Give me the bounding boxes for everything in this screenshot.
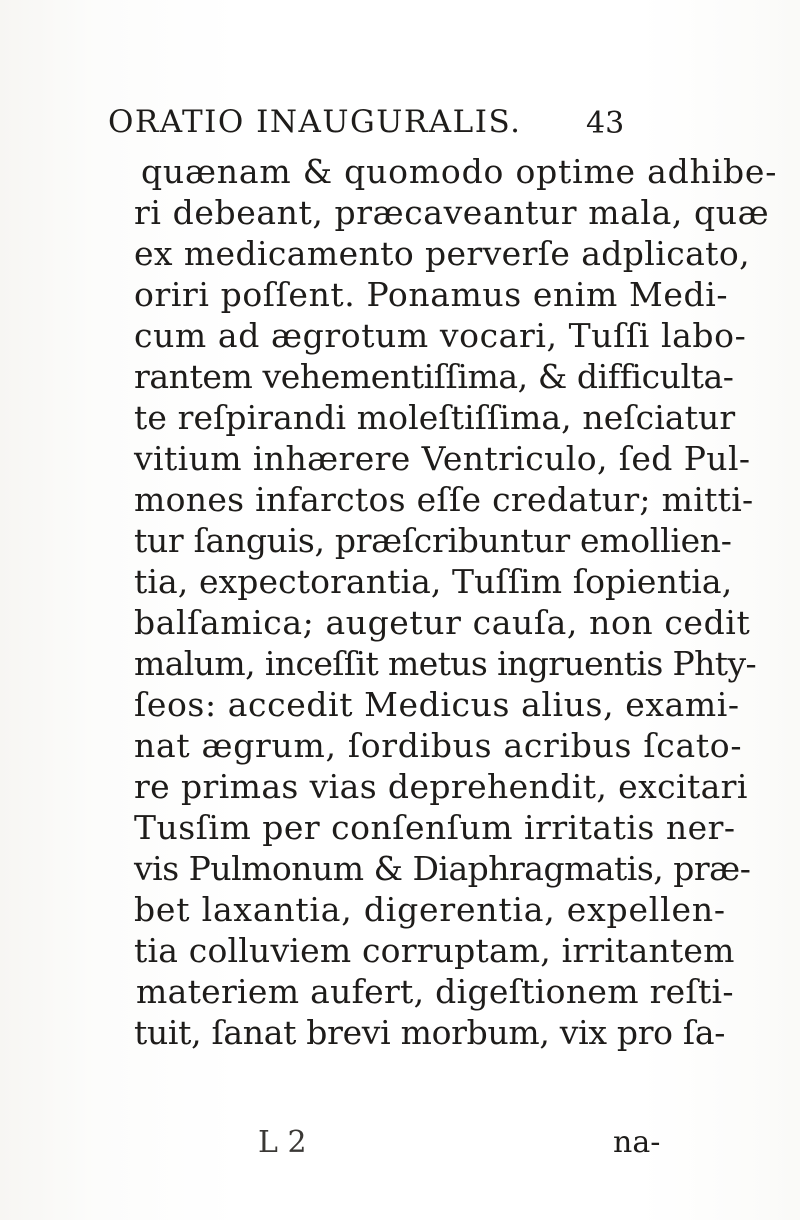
text-line: nat ægrum, ſordibus acribus ſcato-: [134, 726, 743, 765]
text-line: tia colluviem corruptam, irritantem: [134, 931, 735, 970]
running-title: ORATIO INAUGURALIS.: [108, 104, 522, 140]
page-number: 43: [586, 106, 625, 141]
text-line: quænam & quomodo optime adhibe-: [141, 152, 778, 191]
text-line: ex medicamento perverſe adplicato,: [134, 234, 750, 273]
page-footer: [258, 1125, 800, 1165]
page-header: [108, 104, 668, 148]
text-line: materiem aufert, digeſtionem reſti-: [136, 972, 734, 1011]
catchword: na-: [613, 1125, 661, 1160]
text-line: malum, inceſſit metus ingruentis Phty-: [134, 644, 757, 683]
text-line: Tusſim per conſenſum irritatis ner-: [134, 808, 736, 847]
text-line: te reſpirandi moleſtiſſima, neſciatur: [134, 398, 736, 437]
text-line: balſamica; augetur cauſa, non cedit: [134, 603, 751, 642]
body-text: [0, 152, 800, 1155]
text-line: ſeos: accedit Medicus alius, exami-: [134, 685, 740, 724]
text-line: oriri poſſent. Ponamus enim Medi-: [134, 275, 729, 314]
text-line: tia, expectorantia, Tuſſim ſopientia,: [134, 562, 733, 601]
text-line: mones infarctos eſſe credatur; mitti-: [134, 480, 754, 519]
text-line: vitium inhærere Ventriculo, ſed Pul-: [134, 439, 751, 478]
text-line: re primas vias deprehendit, excitari: [134, 767, 748, 806]
text-line: tur ſanguis, præſcribuntur emollien-: [134, 521, 732, 560]
text-line: tuit, ſanat brevi morbum, vix pro ſa-: [134, 1013, 726, 1052]
signature-mark: L 2: [258, 1125, 307, 1160]
text-line: ri debeant, præcaveantur mala, quæ: [134, 193, 770, 232]
text-line: cum ad ægrotum vocari, Tuſſi labo-: [134, 316, 747, 355]
text-line: rantem vehementiſſima, & difficulta-: [134, 357, 734, 396]
text-line: bet laxantia, digerentia, expellen-: [134, 890, 726, 929]
text-line: vis Pulmonum & Diaphragmatis, præ-: [134, 849, 751, 888]
